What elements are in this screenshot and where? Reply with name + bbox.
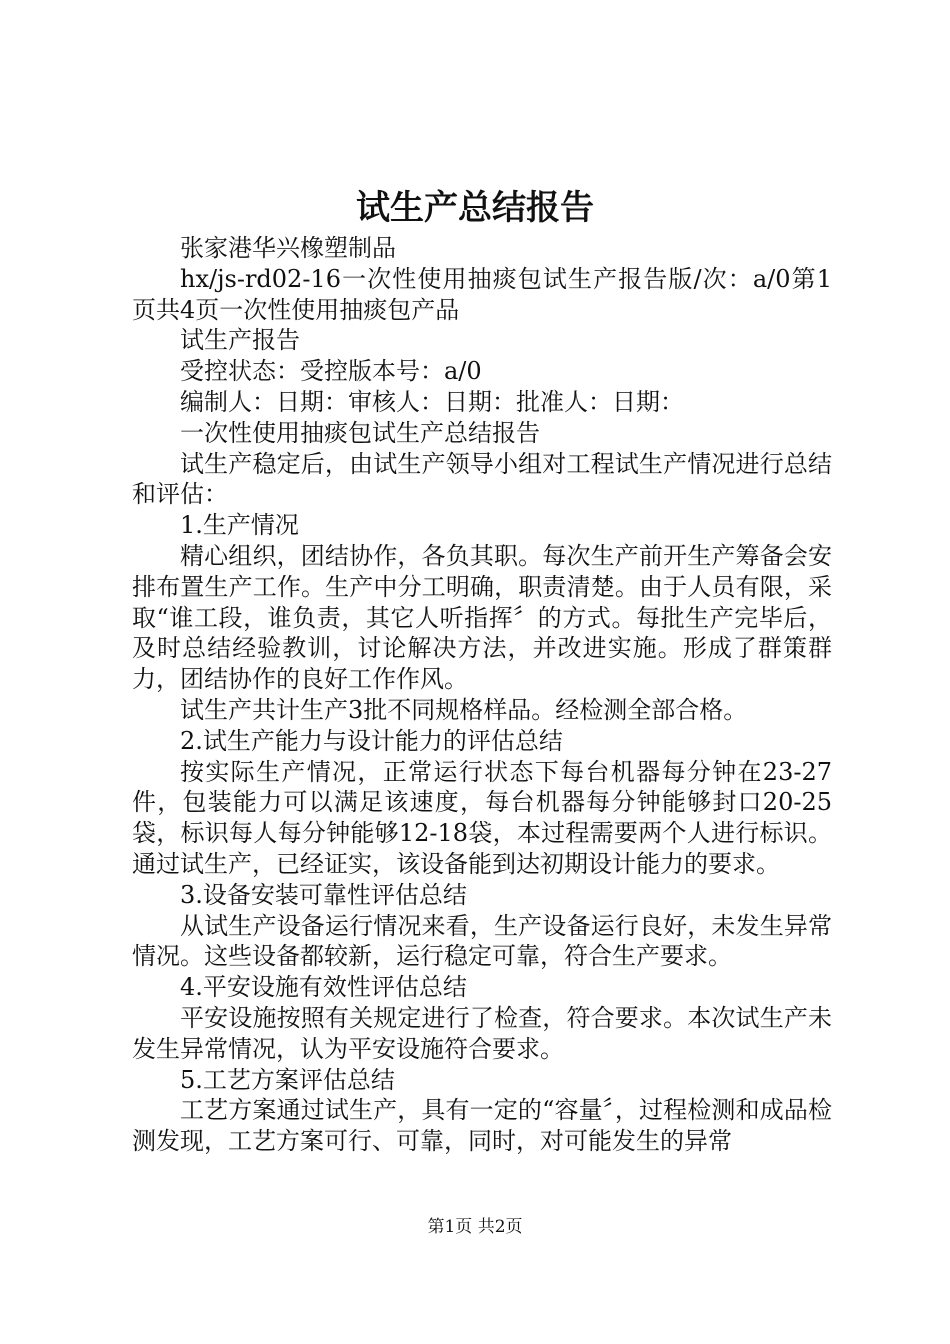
section-heading-capacity: 2.试生产能力与设计能力的评估总结: [180, 726, 563, 755]
section-heading-process: 5.工艺方案评估总结: [180, 1065, 395, 1094]
paragraph-production-organization: 精心组织，团结协作，各负其职。每次生产前开生产筹备会安排布置生产工作。生产中分工明确，职责清楚。由于人员有限，采取“谁工段，谁负责，其它人听指挥〞的方式。每批生产完毕后，及时总结经验教训，讨论解决方法，并改进实施。形成了群策群力，团结协作的良好工作作风。: [132, 541, 832, 694]
section-heading-safety: 4.平安设施有效性评估总结: [180, 973, 467, 1002]
report-subtitle: 一次性使用抽痰包试生产总结报告: [180, 418, 540, 447]
approval-line: 编制人：日期：审核人：日期：批准人：日期：: [180, 387, 684, 416]
intro-paragraph: 试生产稳定后，由试生产领导小组对工程试生产情况进行总结和评估：: [132, 449, 832, 509]
paragraph-production-batches: 试生产共计生产3批不同规格样品。经检测全部合格。: [180, 695, 748, 724]
paragraph-process: 工艺方案通过试生产，具有一定的“容量〞，过程检测和成品检测发现，工艺方案可行、可靠，同时，对可能发生的异常: [132, 1096, 832, 1156]
section-heading-equipment: 3.设备安装可靠性评估总结: [180, 880, 467, 909]
document-header-line: hx/js-rd02-16一次性使用抽痰包试生产报告版/次：a/0第1页共4页一次性使用抽痰包产品: [132, 264, 832, 324]
company-line: 张家港华兴橡塑制品: [180, 234, 396, 262]
page-title: 试生产总结报告: [356, 188, 594, 228]
paragraph-equipment: 从试生产设备运行情况来看，生产设备运行良好，未发生异常情况。这些设备都较新，运行稳定可靠，符合生产要求。: [132, 911, 832, 971]
document-body: [132, 233, 832, 1157]
section-heading-production: 1.生产情况: [180, 511, 299, 540]
control-status-line: 受控状态：受控版本号：a/0: [180, 357, 482, 386]
report-type-line: 试生产报告: [180, 326, 300, 355]
paragraph-safety: 平安设施按照有关规定进行了检查，符合要求。本次试生产未发生异常情况，认为平安设施符合要求。: [132, 1003, 832, 1063]
page-number-footer: 第1页 共2页: [427, 1217, 523, 1237]
paragraph-capacity: 按实际生产情况，正常运行状态下每台机器每分钟在23-27件，包装能力可以满足该速度，每台机器每分钟能够封口20-25袋，标识每人每分钟能够12-18袋，本过程需要两个人进行标识。通过试生产，已经证实，该设备能到达初期设计能力的要求。: [132, 757, 832, 878]
